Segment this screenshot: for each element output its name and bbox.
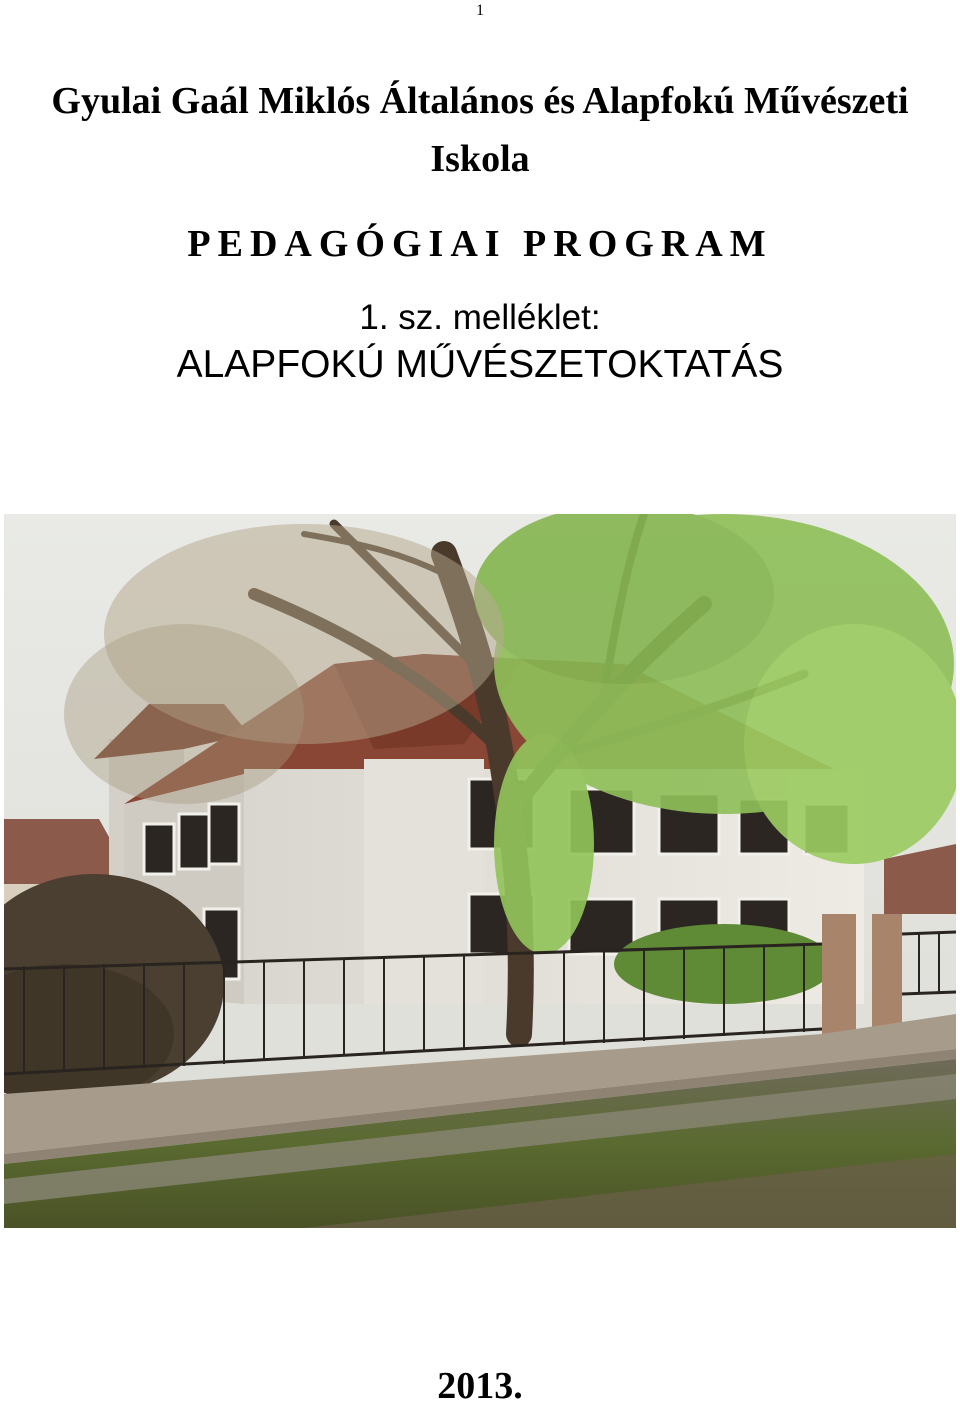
school-name-line2: Iskola (430, 138, 530, 180)
annex-label: 1. sz. melléklet: (359, 298, 601, 337)
year: 2013. (437, 1365, 523, 1407)
annex-title: ALAPFOKÚ MŰVÉSZETOKTATÁS (176, 343, 784, 386)
school-name-line1: Gyulai Gaál Miklós Általános és Alapfokú Művészeti (51, 80, 909, 122)
school-building-photo (4, 514, 956, 1228)
page-number: 1 (476, 2, 484, 19)
school-name (0, 72, 960, 188)
document-title: PEDAGÓGIAI PROGRAM (187, 223, 773, 265)
